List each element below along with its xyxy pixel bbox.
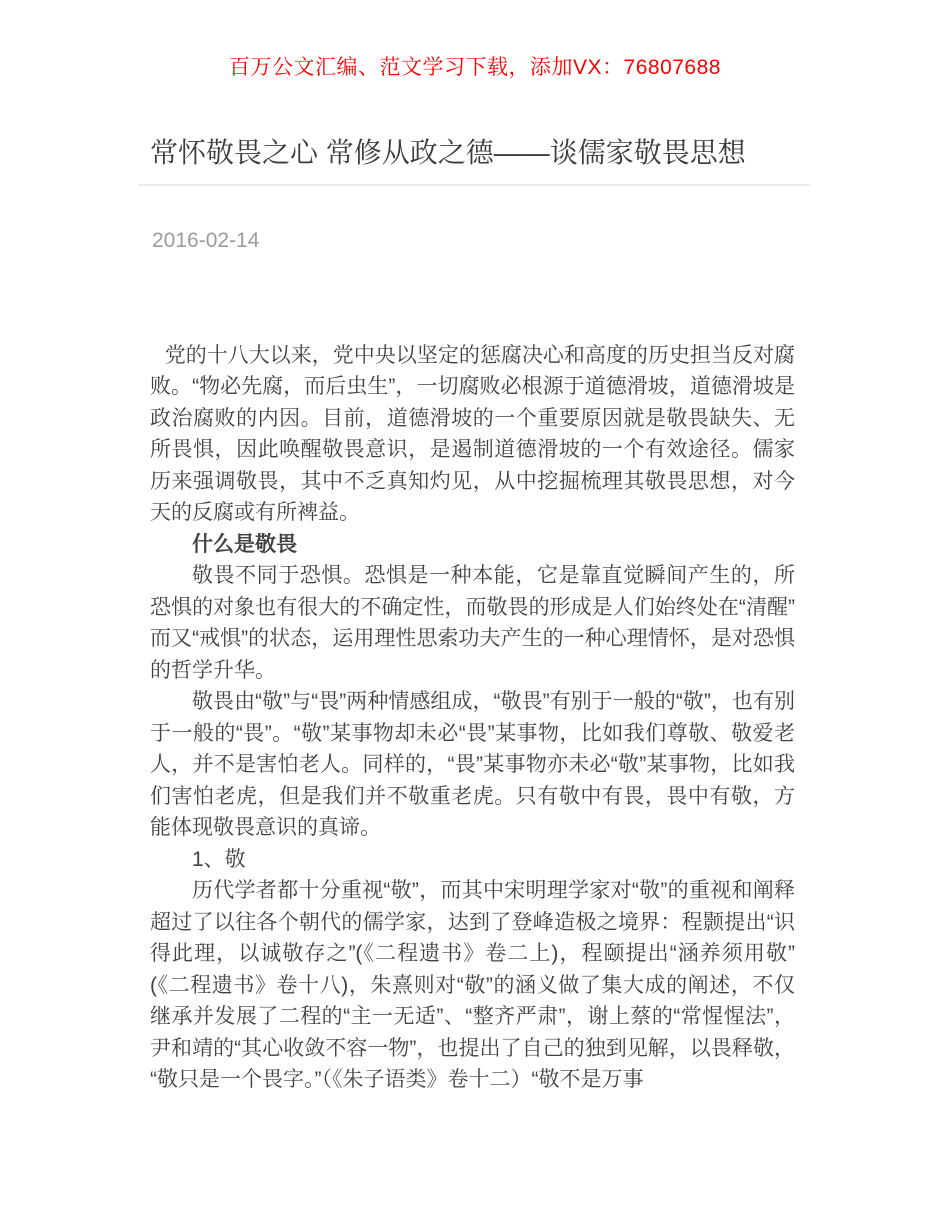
article-container [0, 138, 950, 1096]
paragraph: 敬畏不同于恐惧。恐惧是一种本能，它是靠直觉瞬间产生的，所恐惧的对象也有很大的不确定性，而敬畏的形成是人们始终处在“清醒”而又“戒惧”的状态，运用理性思索功夫产生的一种心理情怀，是对恐惧的哲学升华。 [150, 564, 795, 682]
section-heading-what-is-jingwei: 什么是敬畏 [192, 532, 297, 556]
page-title: 常怀敬畏之心 常修从政之德——谈儒家敬畏思想 [150, 137, 746, 168]
subsection-heading-jing: 1、敬 [192, 847, 246, 871]
promo-banner: 百万公文汇编、范文学习下载，添加VX：76807688 [229, 56, 721, 79]
paragraph: 敬畏由“敬”与“畏”两种情感组成，“敬畏”有别于一般的“敬”，也有别于一般的“畏”。“敬”某事物却未必“畏”某事物，比如我们尊敬、敬爱老人，并不是害怕老人。同样的，“畏”某事物亦未必“敬”某事物，比如我们害怕老虎，但是我们并不敬重老虎。只有敬中有畏，畏中有敬，方能体现敬畏意识的真谛。 [150, 690, 795, 840]
publish-date: 2016-02-14 [152, 228, 260, 252]
paragraph: 历代学者都十分重视“敬”，而其中宋明理学家对“敬”的重视和阐释超过了以往各个朝代的儒学家，达到了登峰造极之境界：程颢提出“识得此理，以诚敬存之”(《二程遗书》卷二上)，程颐提出“涵养须用敬”(《二程遗书》卷十八)，朱熹则对“敬”的涵义做了集大成的阐述，不仅继承并发展了二程的“主一无适”、“整齐严肃”，谢上蔡的“常惺惺法”，尹和靖的“其心收敛不容一物”，也提出了自己的独到见解，以畏释敬，“敬只是一个畏字。”（《朱子语类》卷十二）“敬不是万事 [150, 879, 795, 1092]
article-body [150, 340, 795, 1096]
title-divider [138, 184, 811, 186]
paragraph-intro: 党的十八大以来，党中央以坚定的惩腐决心和高度的历史担当反对腐败。“物必先腐，而后虫生”，一切腐败必根源于道德滑坡，道德滑坡是政治腐败的内因。目前，道德滑坡的一个重要原因就是敬畏缺失、无所畏惧，因此唤醒敬畏意识，是遏制道德滑坡的一个有效途径。儒家历来强调敬畏，其中不乏真知灼见，从中挖掘梳理其敬畏思想，对今天的反腐或有所裨益。 [150, 343, 795, 525]
